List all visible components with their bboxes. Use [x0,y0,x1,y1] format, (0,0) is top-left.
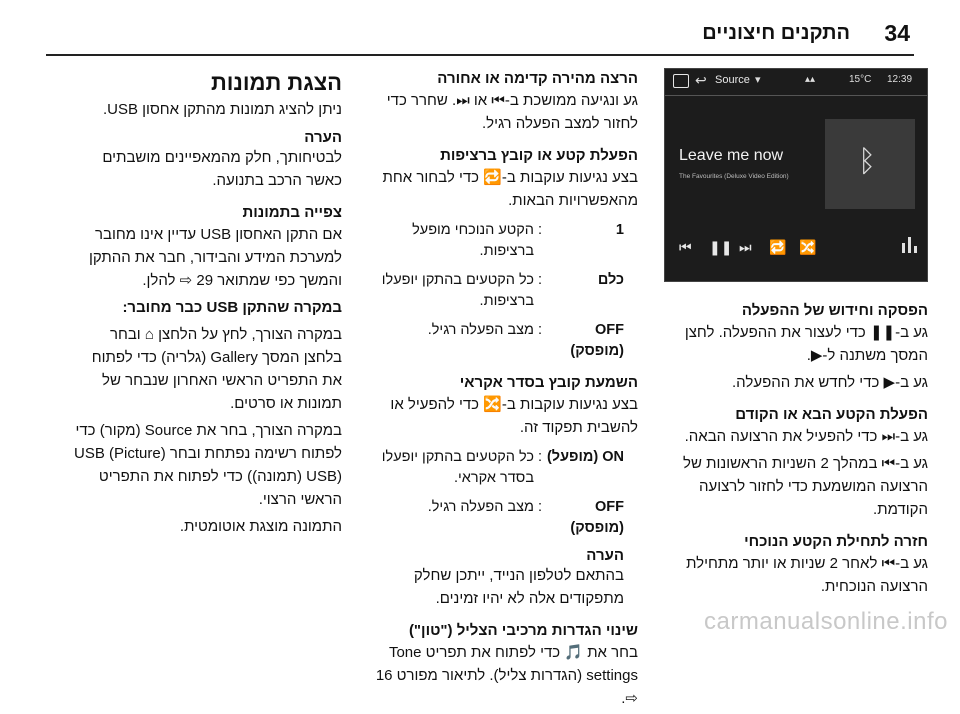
section-heading: השמעת קובץ בסדר אקראי [459,374,638,391]
header-divider [46,54,914,56]
section-heading: חזרה לתחילת הקטע הנוכחי [744,533,928,550]
home-icon [673,74,689,88]
source-selector: Source [715,74,750,86]
chevron-down-icon: ▾ [755,74,761,86]
paragraph: בחר את 🎵 כדי לפתוח את תפריט Tone settings (הגדרות צליל). לתיאור מפורט 16 ⇨. [375,644,638,707]
option-key: OFF (מופסק) [570,322,624,359]
option-row [362,220,624,262]
paragraph: במקרה הצורך, בחר את Source (מקור) כדי לפתוח רשימה נפתחת ובחר USB (Picture) (USB (תמונה)) כדי לפתוח את התפריט הראשי הרצוי. [74,422,342,508]
screen-status-bar [665,69,927,95]
paragraph: התמונה מוצגת אוטומטית. [179,518,342,535]
paragraph: בצע נגיעות עוקבות ב-🔀 כדי להפעיל או להשבית תפקוד זה. [390,396,638,436]
option-key: כלם [597,272,624,288]
paragraph: ניתן להציג תמונות מהתקן אחסון USB. [102,101,342,118]
subheading: במקרה שהתקן USB כבר מחובר: [122,299,342,316]
section-title: הצגת תמונות [210,70,342,95]
watermark: carmanualsonline.info [704,608,948,635]
back-arrow-icon: ↩ [695,72,707,88]
section-heading: הפעלת הקטע הבא או הקודם [735,406,928,423]
section-heading: צפייה בתמונות [242,204,342,221]
section-heading: הפסקה וחידוש של ההפעלה [741,302,928,319]
tone-settings-icon [901,235,919,253]
paragraph: גע ב-⏭ כדי להפעיל את הרצועה הבאה. [684,428,928,445]
option-key: 1 [615,222,624,238]
section-heading: שינוי הגדרות מרכיבי הצליל ("טון") [408,622,638,639]
note-heading: הערה [304,129,342,146]
album-name: The Favourites (Deluxe Video Edition) [679,173,789,180]
next-track-icon: ⏭ [739,239,752,255]
paragraph: גע ב-⏮ במהלך 2 השניות הראשונות של הרצועה המושמעת כדי לחזור לרצועה הקודמת. [683,455,928,518]
option-description: כל הקטעים בהתקן יופעלו בסדר אקראי. [381,449,534,486]
page-number: 34 [884,20,910,46]
temperature-readout: 15°C [849,74,872,85]
option-separator: : [537,222,543,238]
note-heading: הערה [586,547,624,564]
paragraph: אם התקן האחסון USB עדיין אינו מחובר למערכת המידע והבידור, חבר את ההתקן והמשך כפי שמתואר 29 ⇨ להלן. [88,226,342,289]
option-separator: : [537,272,543,288]
option-description: הקטע הנוכחי מופעל ברציפות. [412,222,534,259]
page-title: התקנים חיצוניים [702,22,850,44]
note-text: בהתאם לטלפון הנייד, ייתכן שחלק מתפקודים אלה לא יהיו זמינים. [413,567,624,607]
paragraph: בצע נגיעות עוקבות ב-🔁 כדי לבחור אחת מהאפשרויות הבאות. [382,169,638,209]
option-row [362,497,624,539]
bluetooth-artwork [825,119,915,209]
paragraph: גע ונגיעה ממושכת ב-⏮ או ⏭. שחרר כדי לחזור למצב הפעלה רגיל. [386,92,638,132]
clock-readout: 12:39 [887,74,913,85]
option-description: כל הקטעים בהתקן יופעלו ברציפות. [381,272,534,309]
previous-track-icon: ⏮ [679,239,692,255]
bluetooth-audio-screen [664,68,928,282]
option-separator: : [537,499,543,515]
option-separator: : [537,449,543,465]
screen-divider [665,95,927,96]
paragraph: גע ב-▶ כדי לחדש את ההפעלה. [732,374,928,391]
option-key: ON (מופעל) [546,449,624,465]
column-middle [362,58,638,714]
column-left [660,290,928,602]
note-text: לבטיחותך, חלק מהמאפיינים מושבתים כאשר הרכב בתנועה. [102,149,342,189]
shuffle-icon: 🔀 [799,239,817,255]
column-right [70,58,342,542]
bluetooth-icon: ᛒ [858,145,876,178]
track-title: Leave me now [679,147,784,164]
option-description: מצב הפעלה רגיל. [427,322,534,338]
option-description: מצב הפעלה רגיל. [427,499,534,515]
option-separator: : [537,322,543,338]
option-key: OFF (מופסק) [570,499,624,536]
repeat-icon: 🔁 [769,239,787,255]
signal-icon: ▴▴ [805,74,816,85]
paragraph: גע ב-❚❚ כדי לעצור את ההפעלה. לחצן המסך משתנה ל-▶. [684,324,928,364]
page-header [0,0,960,58]
paragraph: גע ב-⏮ לאחר 2 שניות או יותר מתחילת הרצועה הנוכחית. [686,555,928,595]
option-row [362,447,624,489]
paragraph: במקרה הצורך, לחץ על הלחצן ⌂ ובחר בלחצן המסך Gallery (גלריה) כדי לפתוח את התפריט הראשי האחרון שנבחר של תמונות או סרטים. [91,326,342,412]
section-heading: הרצה מהירה קדימה או אחורה [437,70,638,87]
option-row [362,270,624,312]
option-row [362,320,624,362]
pause-icon: ❚❚ [709,239,733,255]
section-heading: הפעלת קטע או קובץ ברציפות [440,147,638,164]
